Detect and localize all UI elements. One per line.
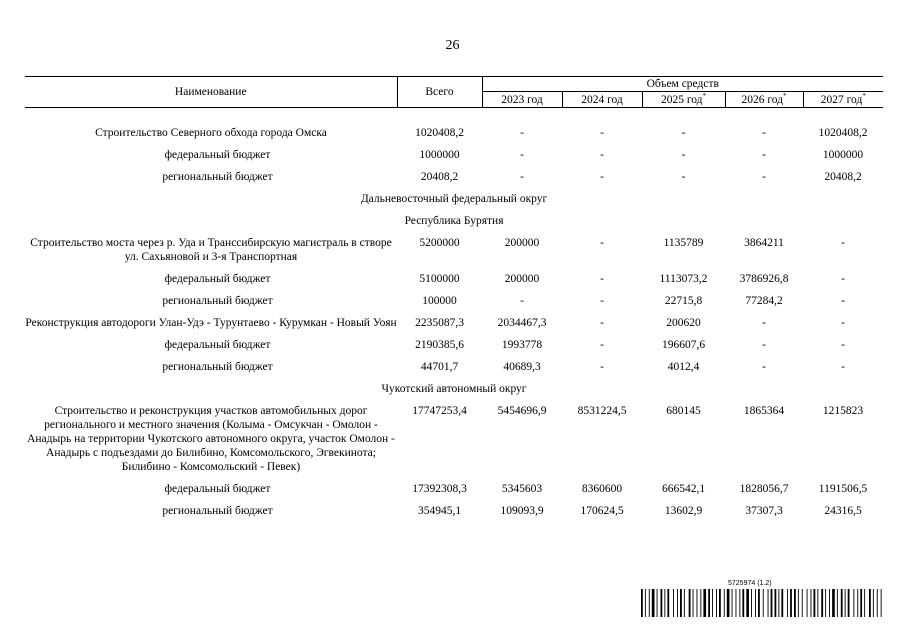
year-value: 200000 [504, 273, 540, 285]
year-value: 1828056,7 [739, 483, 789, 495]
year-value: 24316,5 [824, 505, 862, 517]
project-row [25, 122, 883, 144]
budget-source-name: региональный бюджет [162, 171, 273, 183]
subregion-label: Чукотский автономный округ [381, 383, 527, 395]
region-label: Дальневосточный федеральный округ [360, 193, 548, 205]
year-value: - [520, 171, 524, 183]
header-year: 2023 год [482, 92, 562, 108]
project-name: Строительство и реконструкция участков автомобильных дорог регионального и местного значения (Колыма - Омсукчан - Омолон - Анадырь на территории Чукотского автономного округа, участок Омолон - Анадырь с подъездами до Билибино, Комсомольского, Эгвекинота; Билибино - Комсомольский - Певек) [27, 405, 395, 473]
year-value: 170624,5 [580, 505, 624, 517]
total-value: 1020408,2 [415, 127, 464, 139]
project-row [25, 400, 883, 478]
year-value: - [520, 149, 524, 161]
total-value: 20408,2 [420, 171, 459, 183]
year-value: 1191506,5 [818, 483, 868, 495]
subregion-row [25, 210, 883, 232]
subregion-row [25, 378, 883, 400]
total-value: 17747253,4 [412, 405, 467, 417]
year-value: 20408,2 [824, 171, 862, 183]
year-value: - [600, 317, 604, 329]
year-value: 37307,3 [745, 505, 783, 517]
year-value: 680145 [666, 405, 701, 417]
year-value: - [600, 237, 604, 249]
year-value: 200000 [504, 237, 540, 249]
year-value: - [841, 295, 845, 307]
year-value: 1865364 [743, 405, 785, 417]
budget-source-row [25, 478, 883, 500]
budget-source-row [25, 166, 883, 188]
year-value: 8531224,5 [577, 405, 627, 417]
year-value: 196607,6 [661, 339, 706, 351]
total-value: 354945,1 [417, 505, 462, 517]
year-value: - [841, 273, 845, 285]
year-value: 1020408,2 [818, 127, 868, 139]
total-value: 17392308,3 [412, 483, 467, 495]
year-value: 200620 [666, 317, 701, 329]
budget-table [25, 76, 883, 522]
year-value: - [841, 339, 845, 351]
project-row [25, 232, 883, 268]
year-value: 77284,2 [745, 295, 783, 307]
year-value: - [600, 149, 604, 161]
total-value: 2235087,3 [415, 317, 464, 329]
year-value: 5454696,9 [497, 405, 547, 417]
budget-source-name: федеральный бюджет [164, 149, 271, 161]
budget-source-name: региональный бюджет [162, 295, 273, 307]
year-value: 1000000 [822, 149, 864, 161]
header-year: 2027 год* [803, 92, 883, 108]
year-value: - [762, 171, 766, 183]
header-volume: Объем средств [482, 77, 883, 92]
budget-source-row [25, 356, 883, 378]
table-body [25, 108, 883, 523]
year-value: - [681, 127, 686, 139]
barcode-number: 5725974 (1.2) [728, 580, 772, 587]
year-value: - [762, 361, 766, 373]
year-value: 1113073,2 [659, 273, 708, 285]
year-value: 3786926,8 [739, 273, 789, 285]
budget-source-row [25, 268, 883, 290]
budget-source-name: региональный бюджет [162, 505, 273, 517]
year-value: 1135789 [663, 237, 704, 249]
year-value: - [841, 361, 845, 373]
year-value: - [600, 361, 604, 373]
total-value: 5100000 [419, 273, 460, 285]
project-name: Реконструкция автодороги Улан-Удэ - Турунтаево - Курумкан - Новый Уоян [25, 317, 397, 329]
page-number: 26 [445, 38, 460, 53]
year-value: - [600, 127, 604, 139]
region-row [25, 188, 883, 210]
project-name: Строительство Северного обхода города Омска [95, 127, 327, 139]
year-value: 3864211 [744, 237, 784, 249]
year-value: 2034467,3 [497, 317, 547, 329]
budget-source-name: федеральный бюджет [164, 273, 271, 285]
budget-source-name: региональный бюджет [162, 361, 273, 373]
year-value: - [600, 171, 604, 183]
header-total: Всего [397, 77, 482, 108]
subregion-label: Республика Бурятия [404, 215, 504, 227]
budget-source-row [25, 290, 883, 312]
total-value: 44701,7 [420, 361, 459, 373]
year-value: 22715,8 [664, 295, 703, 307]
header-year: 2025 год* [642, 92, 725, 108]
year-value: - [681, 171, 686, 183]
year-value: 1993778 [501, 339, 543, 351]
year-value: 40689,3 [503, 361, 541, 373]
total-value: 5200000 [419, 237, 460, 249]
year-value: - [600, 295, 604, 307]
year-value: - [841, 237, 845, 249]
year-value: 5345603 [501, 483, 543, 495]
year-value: 1215823 [822, 405, 864, 417]
year-value: 666542,1 [661, 483, 706, 495]
budget-source-row [25, 500, 883, 522]
year-value: 109093,9 [500, 505, 544, 517]
total-value: 100000 [422, 295, 457, 307]
year-value: - [681, 149, 686, 161]
table-header [25, 77, 883, 108]
total-value: 2190385,6 [415, 339, 464, 351]
header-name: Наименование [25, 77, 397, 108]
project-name: Строительство моста через р. Уда и Транссибирскую магистраль в створе ул. Сахьяновой и 3-я Транспортная [30, 237, 392, 263]
year-value: - [762, 317, 766, 329]
total-value: 1000000 [419, 149, 460, 161]
header-year: 2024 год [562, 92, 642, 108]
budget-source-name: федеральный бюджет [164, 483, 271, 495]
year-value: - [600, 339, 604, 351]
project-row [25, 312, 883, 334]
year-value: - [600, 273, 604, 285]
year-value: - [762, 127, 766, 139]
year-value: 8360600 [581, 483, 623, 495]
year-value: - [762, 149, 766, 161]
year-value: - [841, 317, 845, 329]
year-value: 13602,9 [664, 505, 703, 517]
year-value: - [520, 295, 524, 307]
year-value: - [762, 339, 766, 351]
budget-source-name: федеральный бюджет [164, 339, 271, 351]
budget-source-row [25, 334, 883, 356]
barcode [641, 589, 883, 617]
year-value: 4012,4 [667, 361, 700, 373]
year-value: - [520, 127, 524, 139]
header-year: 2026 год* [725, 92, 803, 108]
budget-source-row [25, 144, 883, 166]
